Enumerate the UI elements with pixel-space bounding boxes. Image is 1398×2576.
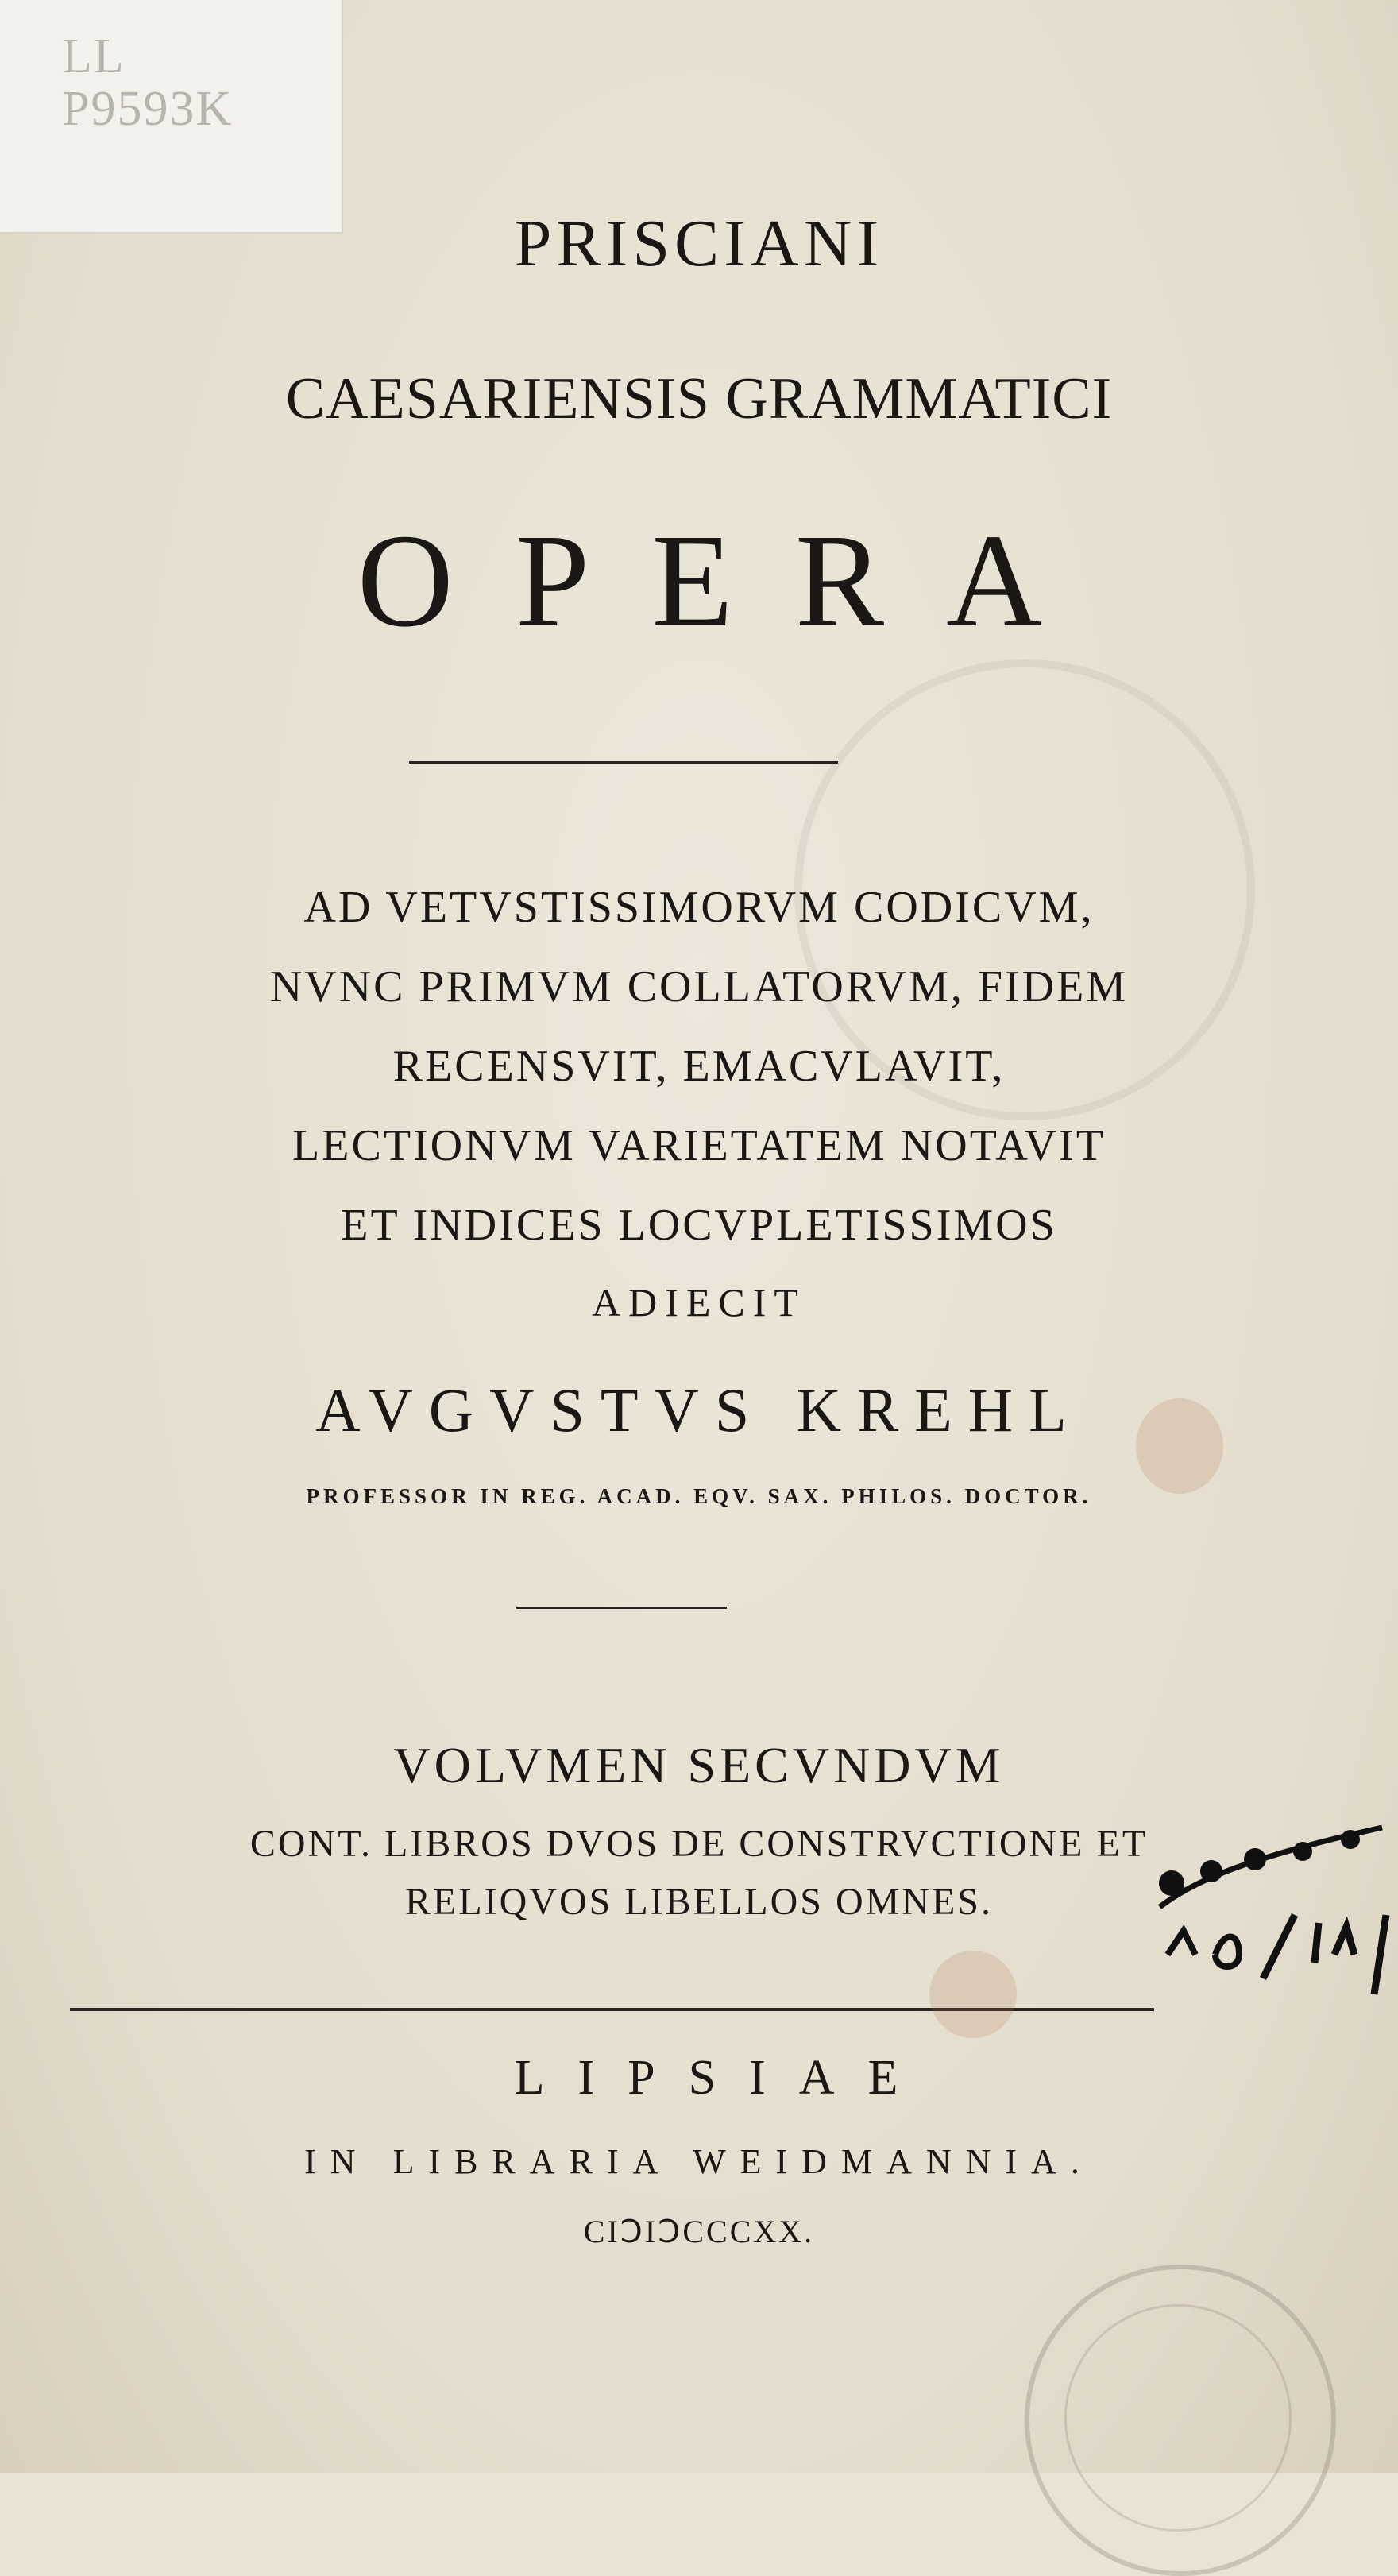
author-descriptor: CAESARIENSIS GRAMMATICI <box>285 366 1113 431</box>
library-stamp-inner-ring <box>1064 2304 1292 2532</box>
work-title: OPERA <box>357 507 1105 655</box>
body-line-5: ET INDICES LOCVPLETISSIMOS <box>341 1201 1057 1250</box>
divider-rule-top <box>409 761 838 764</box>
volume-contents-line-2: RELIQVOS LIBELLOS OMNES. <box>405 1881 993 1923</box>
library-label-slip <box>0 0 343 234</box>
volume-contents-line-1: CONT. LIBROS DVOS DE CONSTRVCTIONE ET <box>249 1823 1149 1865</box>
body-line-4: LECTIONVM VARIETATEM NOTAVIT <box>292 1121 1106 1170</box>
imprint-publisher: IN LIBRARIA WEIDMANNIA. <box>304 2142 1094 2181</box>
divider-rule-middle <box>516 1607 727 1609</box>
handwritten-note <box>1144 1796 1398 2058</box>
foxing-stain <box>1136 1398 1223 1494</box>
body-line-1: AD VETVSTISSIMORVM CODICVM, <box>303 883 1095 932</box>
editor-name: AVGVSTVS KREHL <box>315 1375 1083 1445</box>
volume-label: VOLVMEN SECVNDVM <box>393 1737 1005 1793</box>
body-line-2: NVNC PRIMVM COLLATORVM, FIDEM <box>269 962 1129 1011</box>
imprint-year: CIↃIↃCCCXX. <box>583 2214 815 2249</box>
author-line: PRISCIANI <box>514 207 884 280</box>
body-line-3: RECENSVIT, EMACVLAVIT, <box>392 1042 1006 1091</box>
foxing-stain <box>929 1951 1017 2038</box>
imprint-place: LIPSIAE <box>514 2051 932 2105</box>
call-number: LL P9593K <box>62 29 234 136</box>
body-line-6: ADIECIT <box>592 1280 806 1325</box>
editor-title: PROFESSOR IN REG. ACAD. EQV. SAX. PHILOS. DOCTOR. <box>306 1484 1092 1508</box>
